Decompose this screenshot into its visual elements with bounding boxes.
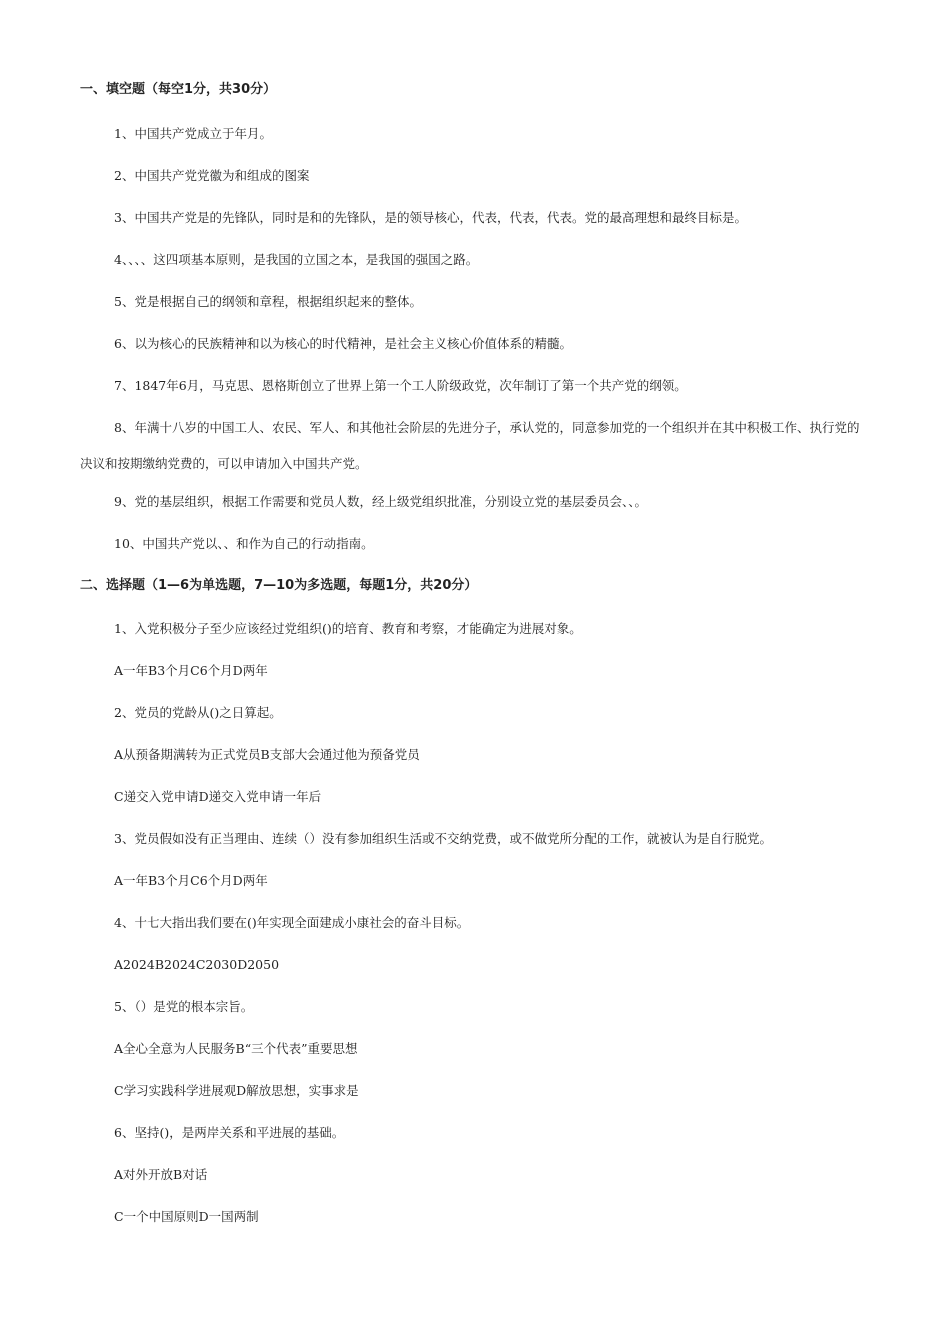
question-2-3: 3、党员假如没有正当理由、连续（）没有参加组织生活或不交纳党费，或不做党所分配的工作，就被认为是自行脱党。 — [114, 831, 772, 846]
question-1-4: 4、、、、这四项基本原则，是我国的立国之本，是我国的强国之路。 — [114, 252, 479, 267]
options-2-4: A2024B2024C2030D2050 — [114, 957, 280, 972]
question-1-1: 1、中国共产党成立于年月。 — [114, 126, 272, 141]
question-1-6: 6、以为核心的民族精神和以为核心的时代精神，是社会主义核心价值体系的精髓。 — [114, 336, 572, 351]
question-2-1: 1、入党积极分子至少应该经过党组织()的培育、教育和考察，才能确定为进展对象。 — [114, 621, 582, 636]
options-2-5a: A全心全意为人民服务B“三个代表”重要思想 — [114, 1041, 358, 1056]
options-2-2a: A从预备期满转为正式党员B支部大会通过他为预备党员 — [114, 747, 420, 762]
options-2-2b: C递交入党申请D递交入党申请一年后 — [114, 789, 322, 804]
options-2-5b: C学习实践科学进展观D解放思想，实事求是 — [114, 1083, 359, 1098]
question-1-5: 5、党是根据自己的纲领和章程，根据组织起来的整体。 — [114, 294, 422, 309]
question-2-4: 4、十七大指出我们要在()年实现全面建成小康社会的奋斗目标。 — [114, 915, 470, 930]
options-2-6a: A对外开放B对话 — [114, 1167, 208, 1182]
question-1-2: 2、中国共产党党徽为和组成的图案 — [114, 168, 310, 183]
question-2-2: 2、党员的党龄从()之日算起。 — [114, 705, 282, 720]
section-1-heading: 一、填空题（每空1分，共30分） — [80, 82, 277, 97]
options-2-1: A一年B3个月C6个月D两年 — [114, 663, 268, 678]
question-1-3: 3、中国共产党是的先锋队，同时是和的先锋队，是的领导核心，代表，代表，代表。党的最高理想和最终目标是。 — [114, 210, 747, 225]
question-1-8: 8、年满十八岁的中国工人、农民、军人、和其他社会阶层的先进分子，承认党的，同意参加党的一个组织并在其中积极工作、执行党的决议和按期缴纳党费的，可以申请加入中国共产党。 — [80, 420, 860, 471]
options-2-3: A一年B3个月C6个月D两年 — [114, 873, 268, 888]
question-1-7: 7、1847年6月，马克思、恩格斯创立了世界上第一个工人阶级政党，次年制订了第一个共产党的纲领。 — [114, 378, 687, 393]
question-1-10: 10、中国共产党以、、和作为自己的行动指南。 — [114, 536, 374, 551]
question-2-5: 5、（）是党的根本宗旨。 — [114, 999, 254, 1014]
question-1-9: 9、党的基层组织，根据工作需要和党员人数，经上级党组织批准，分别设立党的基层委员会、、。 — [114, 494, 647, 509]
section-2-heading: 二、选择题（1—6为单选题，7—10为多选题，每题1分，共20分） — [80, 578, 478, 593]
question-2-6: 6、坚持()，是两岸关系和平进展的基础。 — [114, 1125, 345, 1140]
options-2-6b: C一个中国原则D一国两制 — [114, 1209, 259, 1224]
